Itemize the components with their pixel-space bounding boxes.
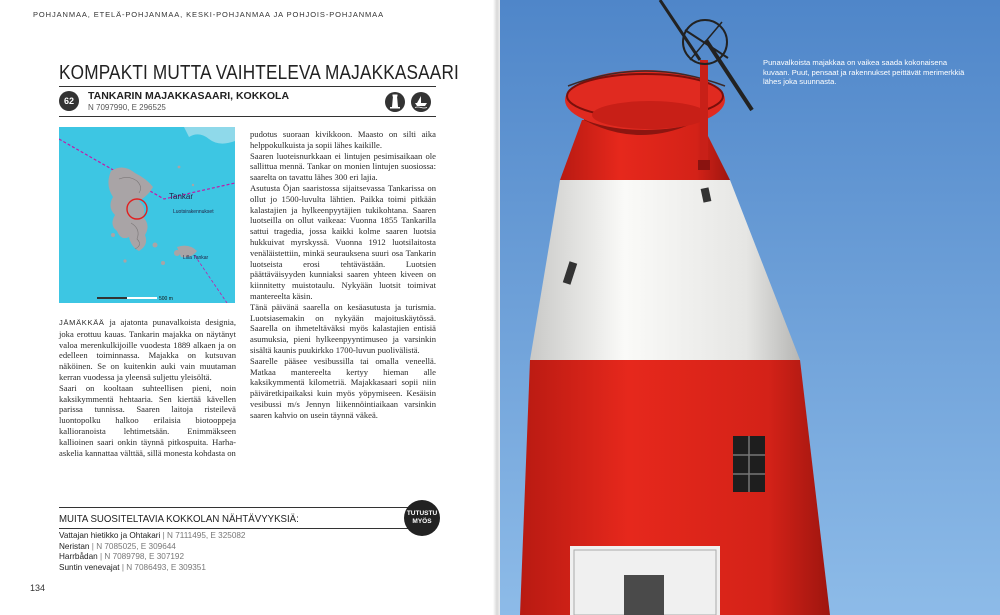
list-item-coords: N 7089798, E 307192 bbox=[104, 552, 185, 561]
map-label-bottom: Lilla Tankar bbox=[183, 255, 209, 261]
list-item: Vattajan hietikko ja Ohtakari | N 7111495, E 325082 bbox=[59, 531, 246, 540]
more-sights-title: MUITA SUOSITELTAVIA KOKKOLAN NÄHTÄVYYKSIÄ: bbox=[59, 513, 299, 525]
list-item-coords: N 7085025, E 309644 bbox=[96, 541, 176, 551]
map-label-small: Luotsirakennukset bbox=[173, 209, 214, 215]
paragraph-7: Saarelle pääsee vesibussilla tai omalla veneellä. Matkaa mantereelta kertyy hieman alle kaksikymmentä kilometriä. Majakkasaari sopii niin päiväretkipaikaksi kuin myös yöpymiseen. Kesäisin vesibussi m/s Jennyn liikennöintiaikaan varsinkin saaren kahvio on usein täynnä väkeä. bbox=[250, 355, 436, 420]
list-item: Neristan | N 7085025, E 309644 bbox=[59, 541, 176, 551]
map-label-island: Tankar bbox=[169, 192, 194, 201]
text-column-2 bbox=[250, 129, 436, 421]
article-title: KOMPAKTI MUTTA VAIHTELEVA MAJAKKASAARI bbox=[59, 62, 460, 84]
more-rule-top bbox=[59, 507, 436, 508]
paragraph-2: Saari on kooltaan suhteellisen pieni, noin kaksikymmentä hehtaaria. Sen kiertää kävellen parissa tunnissa. Saaren laitoja risteilevä luontopolku halkoo erilaisia biotooppeja kallioranoista lehtimetsään. Enimmäkseen kallioinen saari onkin täynnä pitkospuita. Harha-askelia kannattaa välttää, sillä monesta kohdasta on bbox=[59, 382, 236, 458]
paragraph-6: Tänä päivänä saarella on kesäasutusta ja turismia. Luotsiasemakin on nykyään majoituskäytössä. Saarella on ihmeteltäväksi myös kalastajien entisiä asumuksia, pieni hylkeenpyyntimuseo ja varsinkin sisältä kaunis puukirkko 1700-luvun puolivälistä. bbox=[250, 301, 436, 355]
list-item-name: Neristan bbox=[59, 541, 90, 551]
more-sights-list bbox=[59, 531, 436, 573]
list-item-name: Vattajan hietikko ja Ohtakari bbox=[59, 531, 161, 540]
list-item: Suntin venevajat | N 7086493, E 309351 bbox=[59, 562, 206, 572]
lighthouse-photo bbox=[500, 0, 1000, 615]
destination-number-badge: 62 bbox=[59, 91, 79, 111]
paragraph-5: Asutusta Öjan saaristossa sijaitsevassa Tankarissa on ollut jo 1500-luvulta lähtien. Paikka toimi pitkään kalastajien ja hylkeenpyytäjien tukikohtana. Saaren luotseilla on ollut vaikeaa: Vuonna 1855 Tankarilla sattui tragedia, jossa kaikki kolme saaren luotsia hukkuivat myrskyssä. Vuonna 1912 luotsilaitosta venäläistettiin, minkä seurauksena suuri osa Tankarin luotseista erosi tehtävästään. Luotsien päättäväisyyden kunniaksi saaren yhteen kiveen on kiinnitetty muistotaulu. Nykyään luotsit toimivat mantereelta käsin. bbox=[250, 182, 436, 301]
list-item-coords: N 7086493, E 309351 bbox=[126, 562, 206, 572]
paragraph-4: Saaren luoteisnurkkaan ei lintujen pesimisaikaan ole sallittua mennä. Tankar on monien lintujen suosiossa: saarelta on tavattu lähes 300 eri lajia. bbox=[250, 150, 436, 183]
list-item: Harrbådan | N 7089798, E 307192 bbox=[59, 552, 185, 561]
see-also-badge-line2: MYÖS bbox=[412, 518, 432, 525]
running-head: POHJANMAA, ETELÄ-POHJANMAA, KESKI-POHJANMAA JA POHJOIS-POHJANMAA bbox=[33, 10, 384, 19]
map-scale-label: 500 m bbox=[159, 296, 173, 302]
see-also-badge-line1: TUTUSTU bbox=[406, 510, 438, 517]
list-item-coords: N 7111495, E 325082 bbox=[167, 531, 246, 540]
more-sights-rule bbox=[59, 528, 436, 529]
lighthouse-icon bbox=[385, 92, 405, 112]
title-rule bbox=[59, 86, 436, 87]
lead-word: JÄMÄKKÄÄ bbox=[59, 318, 105, 327]
left-page bbox=[0, 0, 496, 615]
photo-caption: Punavalkoista majakkaa on vaikea saada kokonaisena kuvaan. Puut, pensaat ja rakennukset peittävät merimerkkiä lähes joka suunnasta. bbox=[763, 58, 965, 87]
island-map bbox=[59, 127, 235, 303]
page-number: 134 bbox=[30, 583, 46, 593]
boat-icon bbox=[411, 92, 431, 112]
destination-name: TANKARIN MAJAKKASAARI, KOKKOLA bbox=[88, 90, 290, 102]
list-item-name: Harrbådan bbox=[59, 552, 98, 561]
destination-coords: N 7097990, E 296525 bbox=[88, 103, 166, 112]
text-column-1 bbox=[59, 317, 236, 458]
subtitle-rule bbox=[59, 116, 436, 117]
paragraph-1: ja ajatonta punavalkoista designia, joka erottuu kauas. Tankarin majakka on näytänyt valoa merenkulkijoille vuodesta 1889 alkaen ja on edelleen toiminnassa. Majakka on kutsuvan näköinen. Se on kuitenkin auki vain muutaman kerran vuodessa ja yleensä suljettu yleisöltä. bbox=[59, 317, 236, 382]
paragraph-3: pudotus suoraan kivikkoon. Maasto on silti aika helppokulkuista ja sopii lähes kaikille. bbox=[250, 129, 436, 150]
list-item-name: Suntin venevajat bbox=[59, 562, 120, 572]
